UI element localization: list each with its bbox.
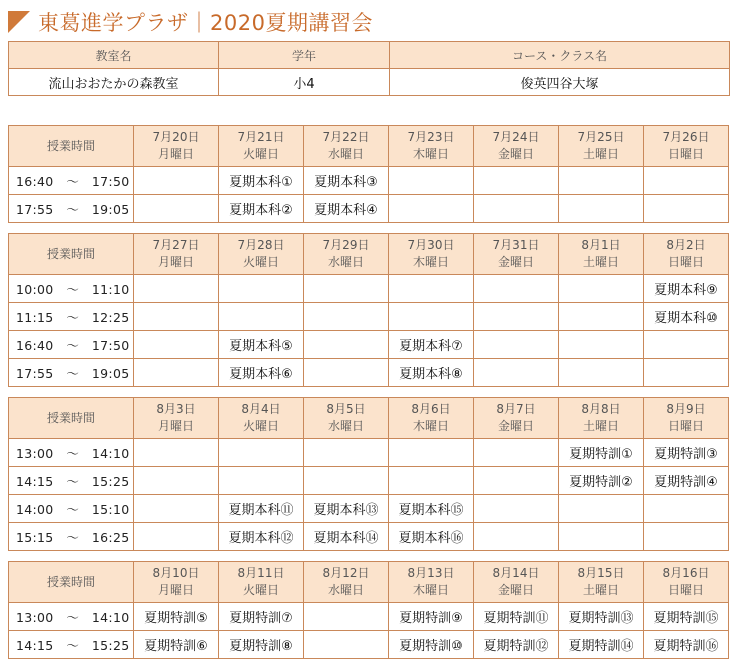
date-label: 7月31日 — [492, 238, 540, 252]
weekday-label: 水曜日 — [327, 419, 364, 433]
lesson-cell — [219, 467, 304, 495]
page-title: 東葛進学プラザ｜2020夏期講習会 — [38, 11, 373, 35]
week-header-row — [9, 126, 729, 167]
date-header — [304, 398, 389, 439]
lesson-cell: 夏期本科⑯ — [389, 523, 474, 551]
weekday-label: 月曜日 — [157, 583, 194, 597]
weekday-label: 木曜日 — [412, 255, 449, 269]
date-header — [474, 398, 559, 439]
weekday-label: 土曜日 — [582, 583, 619, 597]
lesson-cell — [644, 495, 729, 523]
lesson-cell — [304, 631, 389, 659]
lesson-cell — [474, 523, 559, 551]
week-schedule-table — [8, 397, 729, 551]
date-label: 8月10日 — [152, 566, 200, 580]
date-header — [389, 234, 474, 275]
lesson-cell: 夏期本科⑩ — [644, 303, 729, 331]
time-slot-row — [9, 603, 729, 631]
date-header — [389, 398, 474, 439]
weekday-label: 木曜日 — [412, 583, 449, 597]
date-header — [644, 126, 729, 167]
date-header — [559, 398, 644, 439]
time-slot-row — [9, 439, 729, 467]
lesson-cell — [304, 331, 389, 359]
date-label: 8月5日 — [326, 402, 366, 416]
weekday-label: 土曜日 — [582, 255, 619, 269]
lesson-cell: 夏期本科③ — [304, 167, 389, 195]
weekday-label: 火曜日 — [242, 147, 279, 161]
lesson-cell: 夏期特訓⑩ — [389, 631, 474, 659]
weekday-label: 金曜日 — [497, 255, 534, 269]
date-label: 8月3日 — [156, 402, 196, 416]
lesson-cell: 夏期特訓⑦ — [219, 603, 304, 631]
time-slot-label: 14:00 ～ 15:10 — [9, 495, 134, 523]
weekday-label: 金曜日 — [497, 583, 534, 597]
date-header — [134, 234, 219, 275]
weekday-label: 金曜日 — [497, 147, 534, 161]
time-slot-label: 16:40 ～ 17:50 — [9, 167, 134, 195]
lesson-cell: 夏期特訓⑯ — [644, 631, 729, 659]
lesson-cell — [644, 331, 729, 359]
lesson-cell: 夏期特訓② — [559, 467, 644, 495]
date-header — [474, 126, 559, 167]
lesson-cell: 夏期本科⑤ — [219, 331, 304, 359]
lesson-cell: 夏期特訓⑬ — [559, 603, 644, 631]
class-info-table — [8, 41, 730, 96]
lesson-cell — [644, 523, 729, 551]
course-header: コース・クラス名 — [390, 42, 730, 69]
lesson-cell — [559, 195, 644, 223]
date-label: 7月28日 — [237, 238, 285, 252]
date-label: 8月12日 — [322, 566, 370, 580]
date-header — [389, 562, 474, 603]
weekday-label: 日曜日 — [667, 255, 704, 269]
grade-header: 学年 — [219, 42, 390, 69]
lesson-cell — [134, 495, 219, 523]
time-slot-label: 17:55 ～ 19:05 — [9, 359, 134, 387]
date-label: 8月7日 — [496, 402, 536, 416]
lesson-cell — [389, 467, 474, 495]
weekday-label: 水曜日 — [327, 255, 364, 269]
lesson-cell — [474, 467, 559, 495]
page-header — [8, 8, 373, 36]
lesson-cell — [559, 523, 644, 551]
date-label: 7月30日 — [407, 238, 455, 252]
lesson-cell — [304, 439, 389, 467]
time-slot-row — [9, 303, 729, 331]
time-slot-label: 10:00 ～ 11:10 — [9, 275, 134, 303]
time-slot-label: 13:00 ～ 14:10 — [9, 603, 134, 631]
time-slot-label: 14:15 ～ 15:25 — [9, 631, 134, 659]
lesson-cell: 夏期本科⑫ — [219, 523, 304, 551]
lesson-cell — [389, 303, 474, 331]
date-label: 8月15日 — [577, 566, 625, 580]
date-header — [219, 562, 304, 603]
lesson-cell: 夏期本科⑮ — [389, 495, 474, 523]
date-label: 8月9日 — [666, 402, 706, 416]
time-slot-label: 13:00 ～ 14:10 — [9, 439, 134, 467]
time-slot-label: 11:15 ～ 12:25 — [9, 303, 134, 331]
date-label: 8月13日 — [407, 566, 455, 580]
weekday-label: 火曜日 — [242, 419, 279, 433]
time-slot-row — [9, 195, 729, 223]
lesson-cell: 夏期特訓④ — [644, 467, 729, 495]
weekday-label: 月曜日 — [157, 419, 194, 433]
date-header — [559, 234, 644, 275]
week-schedule-table — [8, 561, 729, 659]
lesson-cell — [219, 303, 304, 331]
lesson-cell: 夏期本科⑦ — [389, 331, 474, 359]
date-header — [134, 398, 219, 439]
lesson-cell: 夏期特訓⑤ — [134, 603, 219, 631]
date-header — [389, 126, 474, 167]
lesson-cell — [389, 167, 474, 195]
weekday-label: 月曜日 — [157, 147, 194, 161]
date-header — [134, 126, 219, 167]
class-time-header: 授業時間 — [9, 562, 134, 603]
lesson-cell — [134, 359, 219, 387]
lesson-cell — [304, 303, 389, 331]
date-header — [474, 562, 559, 603]
date-header — [134, 562, 219, 603]
week-header-row — [9, 562, 729, 603]
class-time-header: 授業時間 — [9, 234, 134, 275]
weekday-label: 火曜日 — [242, 583, 279, 597]
lesson-cell: 夏期特訓⑭ — [559, 631, 644, 659]
lesson-cell — [644, 195, 729, 223]
weekday-label: 土曜日 — [582, 147, 619, 161]
lesson-cell — [134, 167, 219, 195]
lesson-cell: 夏期特訓⑧ — [219, 631, 304, 659]
lesson-cell: 夏期本科② — [219, 195, 304, 223]
grade-value: 小4 — [219, 69, 390, 96]
lesson-cell — [474, 303, 559, 331]
weekday-label: 日曜日 — [667, 147, 704, 161]
lesson-cell: 夏期本科④ — [304, 195, 389, 223]
lesson-cell — [304, 467, 389, 495]
lesson-cell — [219, 439, 304, 467]
time-slot-row — [9, 331, 729, 359]
date-header — [304, 234, 389, 275]
weekday-label: 金曜日 — [497, 419, 534, 433]
date-header — [304, 562, 389, 603]
lesson-cell — [134, 303, 219, 331]
date-label: 7月29日 — [322, 238, 370, 252]
lesson-cell: 夏期本科⑥ — [219, 359, 304, 387]
date-header — [644, 562, 729, 603]
classroom-value: 流山おおたかの森教室 — [9, 69, 219, 96]
weekday-label: 日曜日 — [667, 419, 704, 433]
week-header-row — [9, 398, 729, 439]
lesson-cell — [134, 467, 219, 495]
corner-triangle-icon — [8, 11, 30, 33]
weekday-label: 木曜日 — [412, 147, 449, 161]
date-label: 8月11日 — [237, 566, 285, 580]
week-schedule-table — [8, 125, 729, 223]
lesson-cell — [134, 523, 219, 551]
date-header — [219, 126, 304, 167]
time-slot-row — [9, 495, 729, 523]
date-header — [219, 234, 304, 275]
lesson-cell: 夏期本科① — [219, 167, 304, 195]
lesson-cell — [474, 439, 559, 467]
date-header — [644, 398, 729, 439]
date-label: 7月22日 — [322, 130, 370, 144]
lesson-cell — [304, 359, 389, 387]
course-value: 俊英四谷大塚 — [390, 69, 730, 96]
lesson-cell — [474, 167, 559, 195]
lesson-cell — [474, 331, 559, 359]
lesson-cell — [559, 303, 644, 331]
time-slot-row — [9, 523, 729, 551]
lesson-cell: 夏期本科⑨ — [644, 275, 729, 303]
date-header — [304, 126, 389, 167]
lesson-cell — [644, 167, 729, 195]
lesson-cell — [559, 495, 644, 523]
classroom-header: 教室名 — [9, 42, 219, 69]
lesson-cell — [559, 359, 644, 387]
date-header — [559, 562, 644, 603]
date-label: 7月23日 — [407, 130, 455, 144]
weekday-label: 水曜日 — [327, 583, 364, 597]
time-slot-row — [9, 167, 729, 195]
lesson-cell — [389, 439, 474, 467]
lesson-cell — [474, 275, 559, 303]
lesson-cell — [134, 439, 219, 467]
lesson-cell: 夏期特訓⑨ — [389, 603, 474, 631]
week-schedule-table — [8, 233, 729, 387]
time-slot-row — [9, 631, 729, 659]
date-label: 7月21日 — [237, 130, 285, 144]
weekday-label: 木曜日 — [412, 419, 449, 433]
weekday-label: 土曜日 — [582, 419, 619, 433]
weekday-label: 水曜日 — [327, 147, 364, 161]
time-slot-label: 16:40 ～ 17:50 — [9, 331, 134, 359]
lesson-cell — [389, 275, 474, 303]
class-info-value-row — [9, 69, 730, 96]
class-info-header-row — [9, 42, 730, 69]
date-header — [644, 234, 729, 275]
date-label: 8月14日 — [492, 566, 540, 580]
date-header — [474, 234, 559, 275]
date-header — [559, 126, 644, 167]
lesson-cell: 夏期本科⑬ — [304, 495, 389, 523]
lesson-cell: 夏期本科⑪ — [219, 495, 304, 523]
lesson-cell: 夏期特訓⑥ — [134, 631, 219, 659]
lesson-cell — [389, 195, 474, 223]
date-label: 7月20日 — [152, 130, 200, 144]
date-label: 7月24日 — [492, 130, 540, 144]
time-slot-row — [9, 467, 729, 495]
date-label: 8月6日 — [411, 402, 451, 416]
lesson-cell: 夏期本科⑭ — [304, 523, 389, 551]
lesson-cell: 夏期特訓⑮ — [644, 603, 729, 631]
lesson-cell: 夏期本科⑧ — [389, 359, 474, 387]
lesson-cell — [644, 359, 729, 387]
lesson-cell — [559, 167, 644, 195]
lesson-cell: 夏期特訓⑫ — [474, 631, 559, 659]
lesson-cell: 夏期特訓③ — [644, 439, 729, 467]
lesson-cell — [219, 275, 304, 303]
lesson-cell — [559, 275, 644, 303]
weekday-label: 月曜日 — [157, 255, 194, 269]
date-label: 7月27日 — [152, 238, 200, 252]
lesson-cell — [474, 359, 559, 387]
lesson-cell — [474, 195, 559, 223]
lesson-cell: 夏期特訓① — [559, 439, 644, 467]
time-slot-row — [9, 359, 729, 387]
time-slot-label: 15:15 ～ 16:25 — [9, 523, 134, 551]
date-label: 8月16日 — [662, 566, 710, 580]
lesson-cell — [304, 275, 389, 303]
date-label: 7月25日 — [577, 130, 625, 144]
lesson-cell — [134, 195, 219, 223]
weekday-label: 日曜日 — [667, 583, 704, 597]
class-time-header: 授業時間 — [9, 398, 134, 439]
lesson-cell — [559, 331, 644, 359]
date-header — [219, 398, 304, 439]
date-label: 7月26日 — [662, 130, 710, 144]
date-label: 8月4日 — [241, 402, 281, 416]
lesson-cell — [134, 275, 219, 303]
time-slot-label: 14:15 ～ 15:25 — [9, 467, 134, 495]
week-header-row — [9, 234, 729, 275]
lesson-cell — [304, 603, 389, 631]
date-label: 8月8日 — [581, 402, 621, 416]
time-slot-label: 17:55 ～ 19:05 — [9, 195, 134, 223]
time-slot-row — [9, 275, 729, 303]
lesson-cell — [474, 495, 559, 523]
lesson-cell — [134, 331, 219, 359]
date-label: 8月1日 — [581, 238, 621, 252]
class-time-header: 授業時間 — [9, 126, 134, 167]
date-label: 8月2日 — [666, 238, 706, 252]
weekday-label: 火曜日 — [242, 255, 279, 269]
lesson-cell: 夏期特訓⑪ — [474, 603, 559, 631]
